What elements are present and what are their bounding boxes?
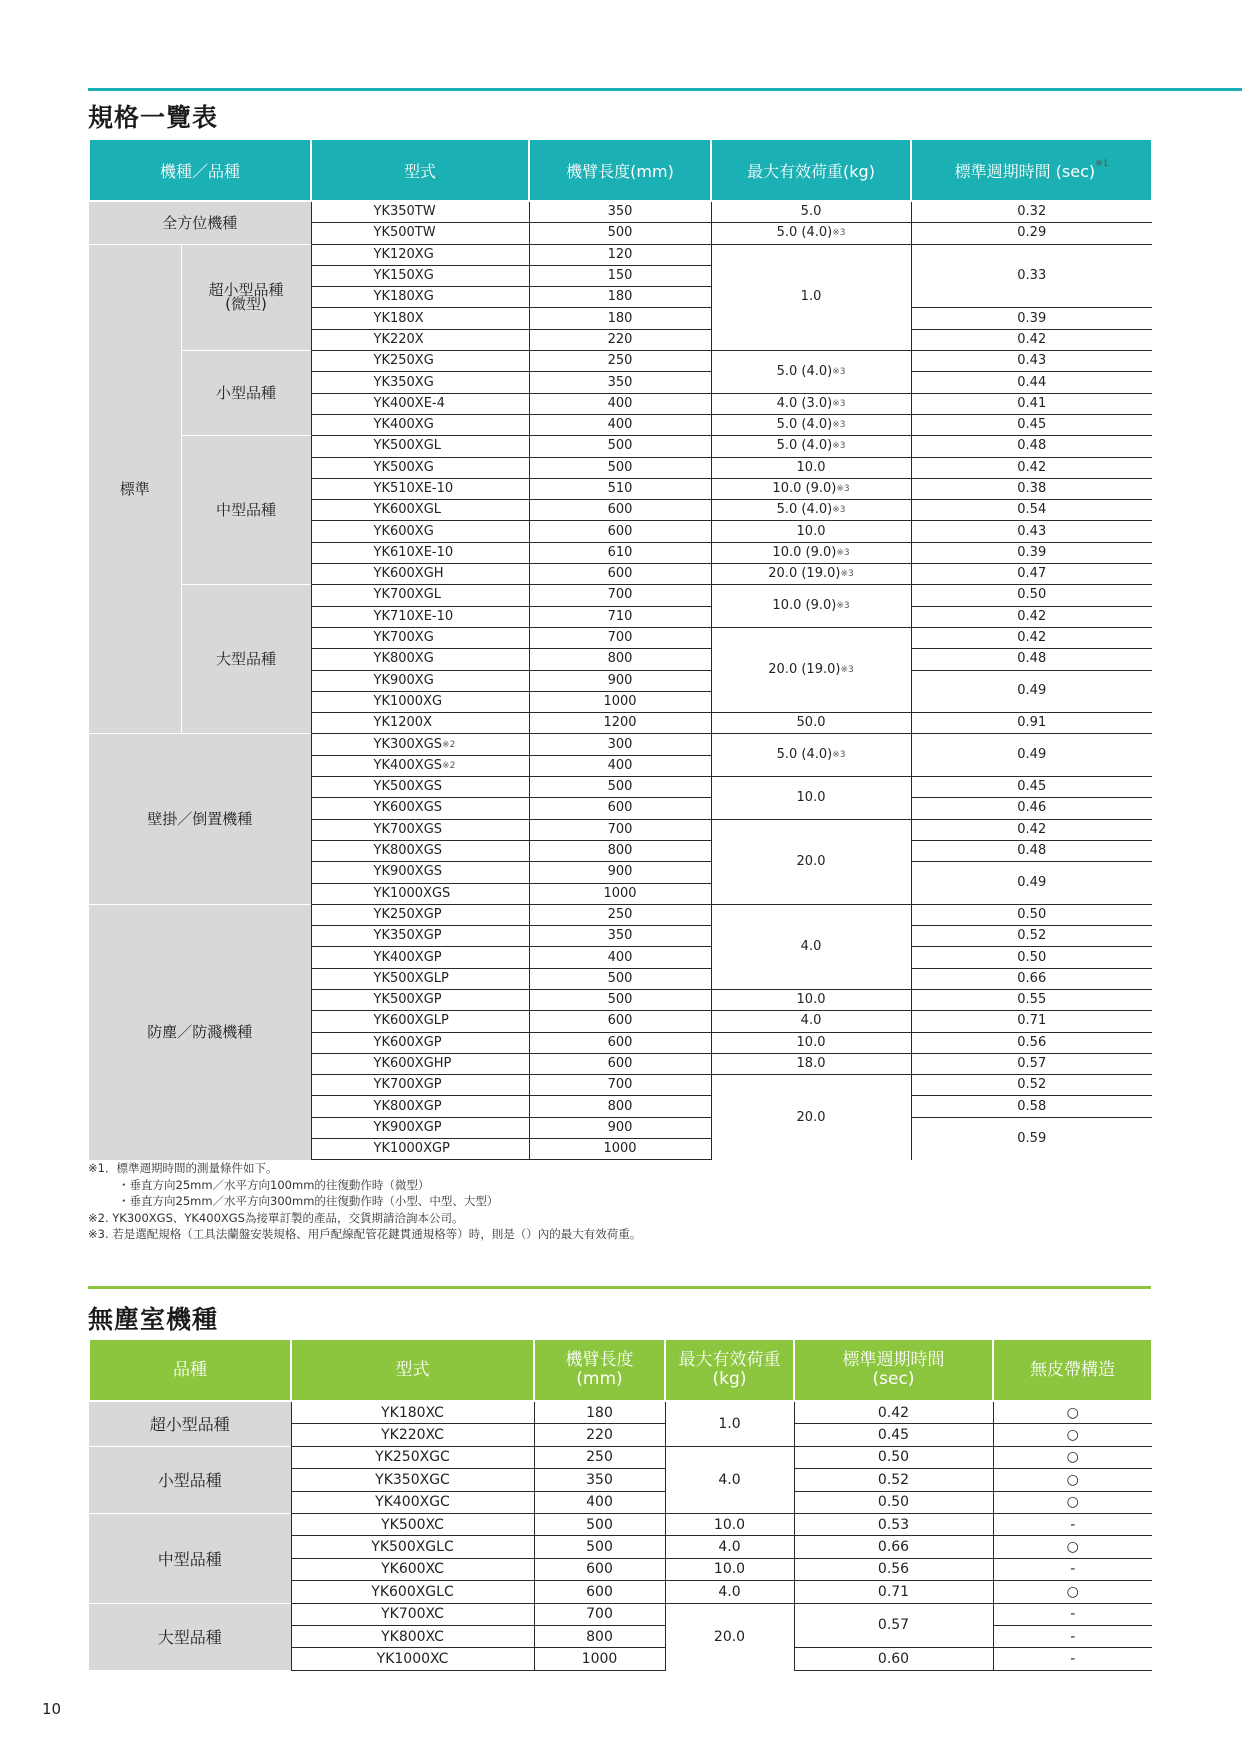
model-cell: YK180X bbox=[311, 308, 529, 329]
top-rule bbox=[88, 88, 1242, 91]
arm-cell: 600 bbox=[529, 521, 711, 542]
payload-cell: 5.0 $(4.0)^{※3}$ bbox=[711, 351, 911, 394]
arm-cell: 400 bbox=[529, 755, 711, 776]
model-cell: YK900XGP bbox=[311, 1117, 529, 1138]
cycle-cell: 0.48 bbox=[911, 436, 1152, 457]
model-cell: YK1000XGP bbox=[311, 1139, 529, 1160]
header-payload: 最大有效荷重(kg) bbox=[711, 139, 911, 201]
payload-cell: 10.0 bbox=[665, 1558, 794, 1580]
arm-cell: 600 bbox=[529, 1032, 711, 1053]
model-cell: YK220X bbox=[311, 329, 529, 350]
clean-title: 無塵室機種 bbox=[88, 1305, 219, 1334]
cycle-cell: 0.45 bbox=[911, 414, 1152, 435]
arm-cell: 400 bbox=[534, 1491, 665, 1513]
cycle-cell: 0.42 bbox=[911, 627, 1152, 648]
payload-cell: 18.0 bbox=[711, 1053, 911, 1074]
arm-cell: 250 bbox=[529, 351, 711, 372]
payload-cell: 20.0 $(19.0)^{※3}$ bbox=[711, 564, 911, 585]
model-cell: YK900XG bbox=[311, 670, 529, 691]
cycle-cell: 0.50 bbox=[911, 904, 1152, 925]
payload-cell: 10.0 $(9.0)^{※3}$ bbox=[711, 585, 911, 628]
arm-cell: 500 bbox=[529, 989, 711, 1010]
model-cell: YK400XGS$^{※2}$ bbox=[311, 755, 529, 776]
payload-cell: 4.0 bbox=[665, 1446, 794, 1513]
payload-cell: 20.0 bbox=[711, 1075, 911, 1160]
model-cell: YK700XGP bbox=[311, 1075, 529, 1096]
arm-cell: 300 bbox=[529, 734, 711, 755]
header-arm-length: 機臂長度 (mm) bbox=[534, 1339, 665, 1401]
model-cell: YK600XGL bbox=[311, 500, 529, 521]
cycle-cell: 0.48 bbox=[911, 840, 1152, 861]
arm-cell: 1000 bbox=[534, 1648, 665, 1670]
cycle-cell: 0.55 bbox=[911, 989, 1152, 1010]
model-cell: YK600XGHP bbox=[311, 1053, 529, 1074]
payload-cell: 1.0 bbox=[665, 1401, 794, 1446]
cycle-cell: 0.38 bbox=[911, 478, 1152, 499]
payload-cell: 5.0 $(4.0)^{※3}$ bbox=[711, 436, 911, 457]
payload-cell: 5.0 bbox=[711, 201, 911, 223]
arm-cell: 610 bbox=[529, 542, 711, 563]
cycle-cell: 0.48 bbox=[911, 649, 1152, 670]
cycle-cell: 0.42 bbox=[911, 606, 1152, 627]
beltless-cell: ○ bbox=[993, 1581, 1152, 1603]
arm-cell: 400 bbox=[529, 947, 711, 968]
beltless-cell: ○ bbox=[993, 1536, 1152, 1558]
cycle-cell: 0.43 bbox=[911, 351, 1152, 372]
model-cell: YK700XGL bbox=[311, 585, 529, 606]
cycle-cell: 0.71 bbox=[794, 1581, 993, 1603]
arm-cell: 600 bbox=[529, 1011, 711, 1032]
payload-cell: 10.0 bbox=[711, 521, 911, 542]
arm-cell: 350 bbox=[529, 372, 711, 393]
cycle-cell: 0.44 bbox=[911, 372, 1152, 393]
arm-cell: 700 bbox=[529, 627, 711, 648]
group-large: 大型品種 bbox=[89, 1603, 291, 1670]
model-cell: YK600XC bbox=[291, 1558, 534, 1580]
payload-cell: 10.0 bbox=[711, 1032, 911, 1053]
model-cell: YK710XE-10 bbox=[311, 606, 529, 627]
beltless-cell: - bbox=[993, 1625, 1152, 1647]
footnote: ※2. YK300XGS、YK400XGS為接單訂製的產品，交貨期請洽詢本公司。 bbox=[88, 1210, 464, 1225]
clean-header-row bbox=[89, 1339, 1152, 1401]
model-cell: YK500XC bbox=[291, 1513, 534, 1535]
model-cell: YK600XGH bbox=[311, 564, 529, 585]
arm-cell: 600 bbox=[529, 500, 711, 521]
cycle-cell: 0.54 bbox=[911, 500, 1152, 521]
cycle-cell: 0.57 bbox=[794, 1603, 993, 1648]
arm-cell: 700 bbox=[529, 819, 711, 840]
header-cycle-time: 標準週期時間 $(\sec)^{※1}$ bbox=[911, 139, 1152, 201]
cycle-cell: 0.49 bbox=[911, 862, 1152, 905]
cycle-cell: 0.71 bbox=[911, 1011, 1152, 1032]
beltless-cell: ○ bbox=[993, 1491, 1152, 1513]
group-small: 小型品種 bbox=[181, 351, 311, 436]
arm-cell: 1000 bbox=[529, 1139, 711, 1160]
table-row bbox=[89, 1446, 1152, 1468]
arm-cell: 800 bbox=[529, 1096, 711, 1117]
payload-cell: 5.0 $(4.0)^{※3}$ bbox=[711, 414, 911, 435]
arm-cell: 120 bbox=[529, 244, 711, 265]
header-payload: 最大有效荷重 (kg) bbox=[665, 1339, 794, 1401]
payload-cell: 10.0 bbox=[711, 457, 911, 478]
model-cell: YK500XGP bbox=[311, 989, 529, 1010]
arm-cell: 600 bbox=[529, 1053, 711, 1074]
model-cell: YK800XGP bbox=[311, 1096, 529, 1117]
group-ultra-small: 超小型品種 bbox=[89, 1401, 291, 1446]
model-cell: YK700XC bbox=[291, 1603, 534, 1625]
group-small: 小型品種 bbox=[89, 1446, 291, 1513]
spec-header-row bbox=[89, 139, 1152, 201]
payload-cell: 10.0 bbox=[711, 989, 911, 1010]
model-cell: YK800XGS bbox=[311, 840, 529, 861]
footnote: ※3. 若是選配規格（工具法蘭盤安裝規格、用戶配線配管花鍵貫通規格等）時，則是（）內的最大有效荷重。 bbox=[88, 1227, 642, 1241]
cycle-cell: 0.45 bbox=[911, 777, 1152, 798]
model-cell: YK180XC bbox=[291, 1401, 534, 1424]
model-cell: YK500XG bbox=[311, 457, 529, 478]
arm-cell: 600 bbox=[529, 564, 711, 585]
arm-cell: 180 bbox=[534, 1401, 665, 1424]
arm-cell: 600 bbox=[529, 798, 711, 819]
table-row bbox=[89, 436, 1152, 457]
model-cell: YK700XGS bbox=[311, 819, 529, 840]
group-medium: 中型品種 bbox=[181, 436, 311, 585]
header-category: 機種／品種 bbox=[89, 139, 311, 201]
cycle-cell: 0.52 bbox=[911, 926, 1152, 947]
arm-cell: 800 bbox=[529, 649, 711, 670]
arm-cell: 180 bbox=[529, 287, 711, 308]
beltless-cell: ○ bbox=[993, 1424, 1152, 1446]
model-cell: YK400XE-4 bbox=[311, 393, 529, 414]
footnote: ※1．標準週期時間的測量條件如下。 bbox=[88, 1161, 278, 1175]
model-cell: YK600XGLC bbox=[291, 1581, 534, 1603]
model-cell: YK510XE-10 bbox=[311, 478, 529, 499]
header-category: 品種 bbox=[89, 1339, 291, 1401]
arm-cell: 800 bbox=[529, 840, 711, 861]
beltless-cell: - bbox=[993, 1558, 1152, 1580]
model-cell: YK500XGL bbox=[311, 436, 529, 457]
header-arm-length: 機臂長度(mm) bbox=[529, 139, 711, 201]
payload-cell: 20.0 $(19.0)^{※3}$ bbox=[711, 627, 911, 712]
cycle-cell: 0.50 bbox=[794, 1491, 993, 1513]
model-cell: YK350XG bbox=[311, 372, 529, 393]
cycle-cell: 0.49 bbox=[911, 670, 1152, 713]
cycle-cell: 0.42 bbox=[794, 1401, 993, 1424]
arm-cell: 220 bbox=[529, 329, 711, 350]
cycle-cell: 0.59 bbox=[911, 1117, 1152, 1160]
table-row bbox=[89, 734, 1152, 755]
cycle-cell: 0.52 bbox=[911, 1075, 1152, 1096]
arm-cell: 1000 bbox=[529, 883, 711, 904]
beltless-cell: - bbox=[993, 1513, 1152, 1535]
model-cell: YK400XGC bbox=[291, 1491, 534, 1513]
cycle-cell: 0.53 bbox=[794, 1513, 993, 1535]
model-cell: YK300XGS$^{※2}$ bbox=[311, 734, 529, 755]
cycle-cell: 0.45 bbox=[794, 1424, 993, 1446]
payload-cell: 5.0 $(4.0)^{※3}$ bbox=[711, 223, 911, 244]
table-row bbox=[89, 1513, 1152, 1535]
beltless-cell: - bbox=[993, 1648, 1152, 1670]
table-row bbox=[89, 1603, 1152, 1625]
model-cell: YK220XC bbox=[291, 1424, 534, 1446]
payload-cell: 4.0 bbox=[711, 1011, 911, 1032]
payload-cell: 5.0 $(4.0)^{※3}$ bbox=[711, 500, 911, 521]
cycle-cell: 0.32 bbox=[911, 201, 1152, 223]
payload-cell: 20.0 bbox=[665, 1603, 794, 1670]
payload-cell: 1.0 bbox=[711, 244, 911, 350]
arm-cell: 500 bbox=[529, 436, 711, 457]
arm-cell: 710 bbox=[529, 606, 711, 627]
model-cell: YK350TW bbox=[311, 201, 529, 223]
cycle-cell: 0.43 bbox=[911, 521, 1152, 542]
group-standard: 標準 bbox=[89, 244, 181, 734]
arm-cell: 900 bbox=[529, 862, 711, 883]
cycle-cell: 0.33 bbox=[911, 244, 1152, 308]
arm-cell: 700 bbox=[529, 585, 711, 606]
arm-cell: 350 bbox=[529, 926, 711, 947]
cycle-cell: 0.66 bbox=[911, 968, 1152, 989]
header-model: 型式 bbox=[311, 139, 529, 201]
cycle-cell: 0.66 bbox=[794, 1536, 993, 1558]
model-cell: YK800XG bbox=[311, 649, 529, 670]
payload-cell: 10.0 bbox=[665, 1513, 794, 1535]
group-omni: 全方位機種 bbox=[89, 201, 311, 244]
model-cell: YK700XG bbox=[311, 627, 529, 648]
cycle-cell: 0.49 bbox=[911, 734, 1152, 777]
beltless-cell: ○ bbox=[993, 1401, 1152, 1424]
cycle-cell: 0.91 bbox=[911, 713, 1152, 734]
model-cell: YK600XG bbox=[311, 521, 529, 542]
model-cell: YK250XGP bbox=[311, 904, 529, 925]
model-cell: YK400XG bbox=[311, 414, 529, 435]
arm-cell: 250 bbox=[534, 1446, 665, 1468]
model-cell: YK180XG bbox=[311, 287, 529, 308]
model-cell: YK350XGC bbox=[291, 1469, 534, 1491]
footnote: ・垂直方向25mm／水平方向300mm的往復動作時（小型、中型、大型） bbox=[118, 1194, 499, 1208]
spec-table bbox=[88, 138, 1153, 1160]
arm-cell: 1000 bbox=[529, 691, 711, 712]
arm-cell: 400 bbox=[529, 414, 711, 435]
arm-cell: 180 bbox=[529, 308, 711, 329]
payload-cell: 4.0 $(3.0)^{※3}$ bbox=[711, 393, 911, 414]
arm-cell: 250 bbox=[529, 904, 711, 925]
model-cell: YK600XGS bbox=[311, 798, 529, 819]
table-row bbox=[89, 244, 1152, 265]
arm-cell: 150 bbox=[529, 265, 711, 286]
arm-cell: 500 bbox=[529, 457, 711, 478]
cycle-cell: 0.46 bbox=[911, 798, 1152, 819]
model-cell: YK610XE-10 bbox=[311, 542, 529, 563]
cycle-cell: 0.42 bbox=[911, 819, 1152, 840]
table-row bbox=[89, 1401, 1152, 1424]
model-cell: YK250XGC bbox=[291, 1446, 534, 1468]
arm-cell: 700 bbox=[529, 1075, 711, 1096]
header-beltless: 無皮帶構造 bbox=[993, 1339, 1152, 1401]
model-cell: YK500XGS bbox=[311, 777, 529, 798]
cycle-cell: 0.29 bbox=[911, 223, 1152, 244]
arm-cell: 800 bbox=[534, 1625, 665, 1647]
section-rule bbox=[88, 1286, 1151, 1289]
footnote: ・垂直方向25mm／水平方向100mm的往復動作時（微型） bbox=[118, 1177, 430, 1192]
cycle-cell: 0.50 bbox=[911, 947, 1152, 968]
arm-cell: 350 bbox=[534, 1469, 665, 1491]
model-cell: YK500TW bbox=[311, 223, 529, 244]
arm-cell: 510 bbox=[529, 478, 711, 499]
model-cell: YK500XGLP bbox=[311, 968, 529, 989]
group-wall: 壁掛／倒置機種 bbox=[89, 734, 311, 904]
payload-cell: 4.0 bbox=[665, 1581, 794, 1603]
arm-cell: 220 bbox=[534, 1424, 665, 1446]
arm-cell: 500 bbox=[529, 223, 711, 244]
cycle-cell: 0.39 bbox=[911, 542, 1152, 563]
table-row bbox=[89, 585, 1152, 606]
header-cycle-time: 標準週期時間 (sec) bbox=[794, 1339, 993, 1401]
cleanroom-table bbox=[88, 1338, 1153, 1671]
model-cell: YK120XG bbox=[311, 244, 529, 265]
cycle-cell: 0.60 bbox=[794, 1648, 993, 1670]
model-cell: YK250XG bbox=[311, 351, 529, 372]
spec-title: 規格一覽表 bbox=[88, 103, 219, 132]
payload-cell: 10.0 $(9.0)^{※3}$ bbox=[711, 478, 911, 499]
model-cell: YK1000XG bbox=[311, 691, 529, 712]
payload-cell: 20.0 bbox=[711, 819, 911, 904]
cycle-cell: 0.47 bbox=[911, 564, 1152, 585]
group-dust: 防塵／防濺機種 bbox=[89, 904, 311, 1160]
model-cell: YK1000XGS bbox=[311, 883, 529, 904]
payload-cell: 50.0 bbox=[711, 713, 911, 734]
beltless-cell: - bbox=[993, 1603, 1152, 1625]
model-cell: YK600XGP bbox=[311, 1032, 529, 1053]
arm-cell: 500 bbox=[534, 1536, 665, 1558]
table-row bbox=[89, 904, 1152, 925]
model-cell: YK800XC bbox=[291, 1625, 534, 1647]
arm-cell: 500 bbox=[529, 968, 711, 989]
arm-cell: 500 bbox=[534, 1513, 665, 1535]
group-medium: 中型品種 bbox=[89, 1513, 291, 1603]
model-cell: YK600XGLP bbox=[311, 1011, 529, 1032]
model-cell: YK350XGP bbox=[311, 926, 529, 947]
header-model: 型式 bbox=[291, 1339, 534, 1401]
cycle-cell: 0.56 bbox=[794, 1558, 993, 1580]
payload-cell: 4.0 bbox=[665, 1536, 794, 1558]
cycle-cell: 0.39 bbox=[911, 308, 1152, 329]
arm-cell: 1200 bbox=[529, 713, 711, 734]
cycle-cell: 0.52 bbox=[794, 1469, 993, 1491]
beltless-cell: ○ bbox=[993, 1469, 1152, 1491]
arm-cell: 400 bbox=[529, 393, 711, 414]
table-row bbox=[89, 201, 1152, 223]
arm-cell: 600 bbox=[534, 1558, 665, 1580]
cycle-cell: 0.57 bbox=[911, 1053, 1152, 1074]
arm-cell: 900 bbox=[529, 670, 711, 691]
arm-cell: 500 bbox=[529, 777, 711, 798]
beltless-cell: ○ bbox=[993, 1446, 1152, 1468]
arm-cell: 600 bbox=[534, 1581, 665, 1603]
group-large: 大型品種 bbox=[181, 585, 311, 734]
model-cell: YK1000XC bbox=[291, 1648, 534, 1670]
cycle-cell: 0.41 bbox=[911, 393, 1152, 414]
cycle-cell: 0.42 bbox=[911, 457, 1152, 478]
model-cell: YK500XGLC bbox=[291, 1536, 534, 1558]
cycle-cell: 0.42 bbox=[911, 329, 1152, 350]
footnotes bbox=[88, 1160, 641, 1243]
table-row bbox=[89, 351, 1152, 372]
model-cell: YK1200X bbox=[311, 713, 529, 734]
arm-cell: 900 bbox=[529, 1117, 711, 1138]
payload-cell: 4.0 bbox=[711, 904, 911, 989]
model-cell: YK150XG bbox=[311, 265, 529, 286]
payload-cell: 5.0 $(4.0)^{※3}$ bbox=[711, 734, 911, 777]
group-ultra-small: 超小型品種 (微型) bbox=[181, 244, 311, 350]
payload-cell: 10.0 $(9.0)^{※3}$ bbox=[711, 542, 911, 563]
model-cell: YK400XGP bbox=[311, 947, 529, 968]
arm-cell: 350 bbox=[529, 201, 711, 223]
model-cell: YK900XGS bbox=[311, 862, 529, 883]
cycle-cell: 0.50 bbox=[911, 585, 1152, 606]
cycle-cell: 0.58 bbox=[911, 1096, 1152, 1117]
cycle-cell: 0.50 bbox=[794, 1446, 993, 1468]
arm-cell: 700 bbox=[534, 1603, 665, 1625]
cycle-cell: 0.56 bbox=[911, 1032, 1152, 1053]
page-number: 10 bbox=[42, 1700, 62, 1718]
payload-cell: 10.0 bbox=[711, 777, 911, 820]
